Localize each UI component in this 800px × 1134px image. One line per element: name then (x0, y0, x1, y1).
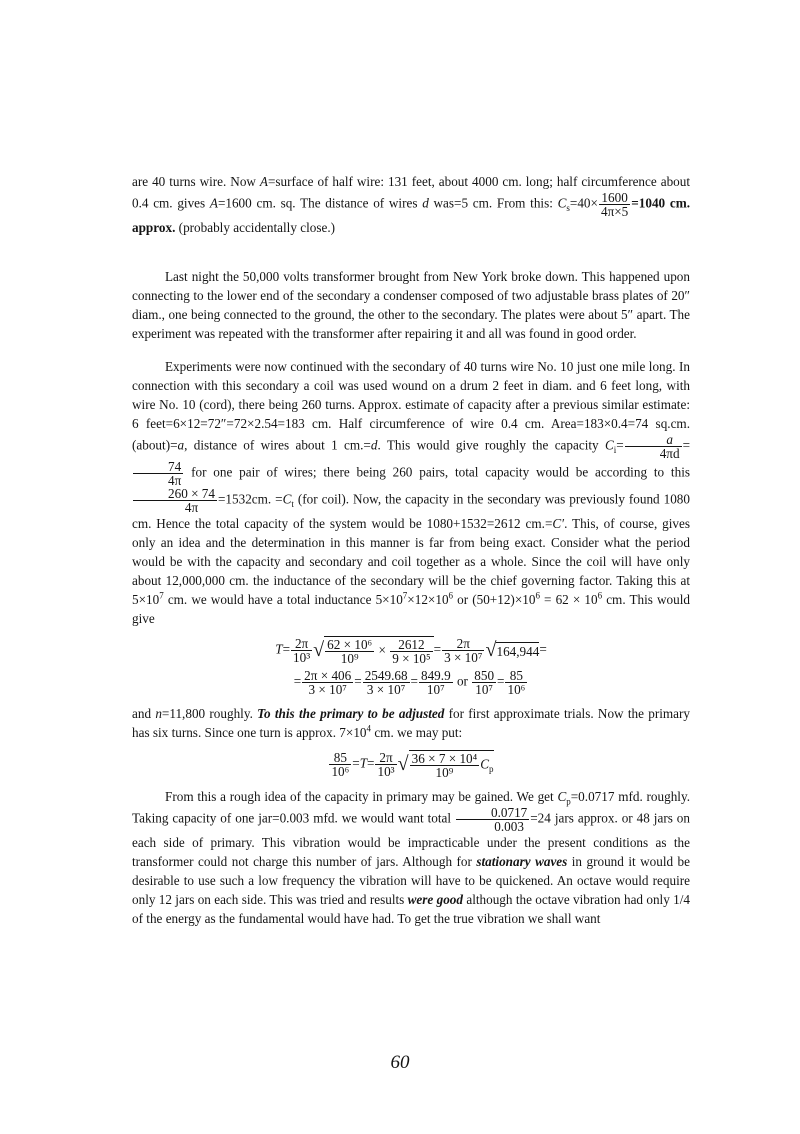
fraction-850: $\frac{850}{\text{10⁷}}$ (474, 668, 495, 697)
equation-line-2: = $\frac{2\pi \times 406}{\text{3 × 10⁷}}$ = $\frac{2549.68}{\text{3 × 10⁷}}$ = $\frac{849.9}{\text{10⁷}}$ or $\frac{850}{\text{10⁷}}$ = $\frac{85}{\text{10⁶}}$ (293, 668, 526, 697)
fraction-2pi-1e3: $\frac{2\pi}{\text{10³}}$ (377, 750, 395, 779)
paragraph-3: Experiments were now continued with the secondary of 40 turns wire No. 10 just one mile long. In connection with this secondary a coil was used wound on a drum 2 feet in diam. and 6 feet long, with wire No. 10 (cord), there being 260 turns. Approx. estimate of capacity after a previous similar estimate: 6 feet=6×12=72″=72×2.54=183 cm. Half circumference of wire 0.4 cm. Area=183×0.4=74 sq.cm. (about)=a, distance of wires about 1 cm.=d. This would give roughly the capacity $C_i=$ $\frac{a}{4\pi d}$ = $\frac{74}{4\pi}$ for one pair of wires; there being 260 pairs, total capacity would be according to this $\frac{260 \times 74}{4\pi}$ =1532cm. $=C_t$ (for coil). Now, the capacity in the secondary was previously found 1080 cm. Hence the total capacity of the system would be 1080+1532=2612 cm.=C′. This, of course, gives only an idea and the determination in this manner is far from being exact. Consider what the period would be with the capacity and secondary and coil together as a whole. Since the coil will have only about 12,000,000 cm. the inductance of the secondary will be the chief governing factor. Taking this at $5\times 10^7$ cm. we would have a total inductance $5\times 10^7\times 12\times 10^6$ or $(50+12)\times 10^6 = 62 \times 10^6$ cm. This would give (132, 359, 690, 626)
page-number: 60 (390, 1052, 410, 1073)
fraction-2pi-3e7: $\frac{2\pi}{\text{3 × 10⁷}}$ (444, 636, 483, 665)
fraction-2549: $\frac{2549.68}{\text{3 × 10⁷}}$ (364, 668, 408, 697)
paragraph-5: From this a rough idea of the capacity in primary may be gained. We get $C_p=0.0717$ mfd. roughly. Taking capacity of one jar=0.003 mfd. we would want total $\frac{0.0717}{0.003}$ =24 jars approx. or 48 jars on each side of primary. This vibration would be impracticable under the present conditions as the transformer could not charge this number of jars. Although for stationary waves in ground it would be desirable to use such a low frequency the vibration will have to be quickened. An octave would require only 12 jars on each side. This was tried and results were good although the octave vibration had only 1/4 of the energy as the fundamental would have had. To get the true vibration we shall want (132, 789, 690, 926)
sqrt-1: √ $\frac{\text{62 × 10⁶}}{\text{10⁹}}$ × $\frac{2612}{\text{9 × 10⁵}}$ (313, 636, 433, 665)
fraction-260x74: $\frac{260 \times 74}{4\pi}$ (133, 487, 217, 514)
equation-line-1: T= $\frac{2\pi}{\text{10³}}$ √ $\frac{\text{62 × 10⁶}}{\text{10⁹}}$ × $\frac{2612}{\text{9 × 10⁵}}$ = $\frac{2\pi}{\text{3 × 10⁷}}$ √164,944= (275, 636, 547, 666)
paragraph-2: Last night the 50,000 volts transformer brought from New York broke down. This happened upon connecting to the lower end of the secondary a condenser composed of two adjustable brass plates of 20″ diam., one being connected to the ground, the other to the secondary. The plates were about 5″ apart. The experiment was repeated with the transformer after repairing it and all was found in good order. (132, 269, 690, 341)
sqrt-3: √ $\frac{\text{36 × 7 × 10⁴}}{\text{10⁹}}$ $C_p$ (397, 751, 494, 780)
sqrt-2: √164,944 (485, 639, 540, 661)
fraction-2pi406: $\frac{2\pi \times 406}{\text{3 × 10⁷}}$ (304, 668, 352, 697)
equation-period (132, 636, 690, 696)
fraction-1600: $\frac{1600}{4\pi\times 5}$ (600, 190, 629, 219)
fraction-74-4pi: $\frac{74}{4\pi}$ (133, 460, 183, 487)
paragraph-4: and n=11,800 roughly. To this the primary to be adjusted for first approximate trials. Now the primary has six turns. Since one turn is approx. $7\times 10^4$ cm. we may put: (132, 706, 690, 740)
equation-primary: $\frac{85}{\text{10⁶}}$ =T= $\frac{2\pi}{\text{10³}}$ √ $\frac{\text{36 × 7 × 10⁴}}{\text{10⁹}}$ $C_p$ (331, 750, 494, 780)
fraction-jars: $\frac{0.0717}{0.003}$ (456, 806, 529, 833)
fraction-62e6: $\frac{\text{62 × 10⁶}}{\text{10⁹}}$ (327, 637, 373, 666)
fraction-a-4pid: $\frac{a}{4\pi d}$ (625, 433, 682, 460)
fraction-2pi-10-3: $\frac{2\pi}{\text{10³}}$ (293, 636, 311, 665)
page-body (132, 172, 690, 928)
fraction-85: $\frac{85}{\text{10⁶}}$ (507, 668, 526, 697)
fraction-2612: $\frac{2612}{\text{9 × 10⁵}}$ (392, 637, 431, 666)
paragraph-1: are 40 turns wire. Now A=surface of half wire: 131 feet, about 4000 cm. long; half circumference about 0.4 cm. gives A=1600 cm. sq. The distance of wires d was=5 cm. From this: $C_s=40\times$ $\frac{1600}{4\pi\times 5}$ =1040 cm. approx. (probably accidentally close.) (132, 174, 691, 235)
fraction-85-1e6: $\frac{85}{\text{10⁶}}$ (331, 750, 350, 779)
fraction-849: $\frac{849.9}{\text{10⁷}}$ (420, 668, 451, 697)
fraction-36x7: $\frac{\text{36 × 7 × 10⁴}}{\text{10⁹}}$ (411, 751, 478, 780)
